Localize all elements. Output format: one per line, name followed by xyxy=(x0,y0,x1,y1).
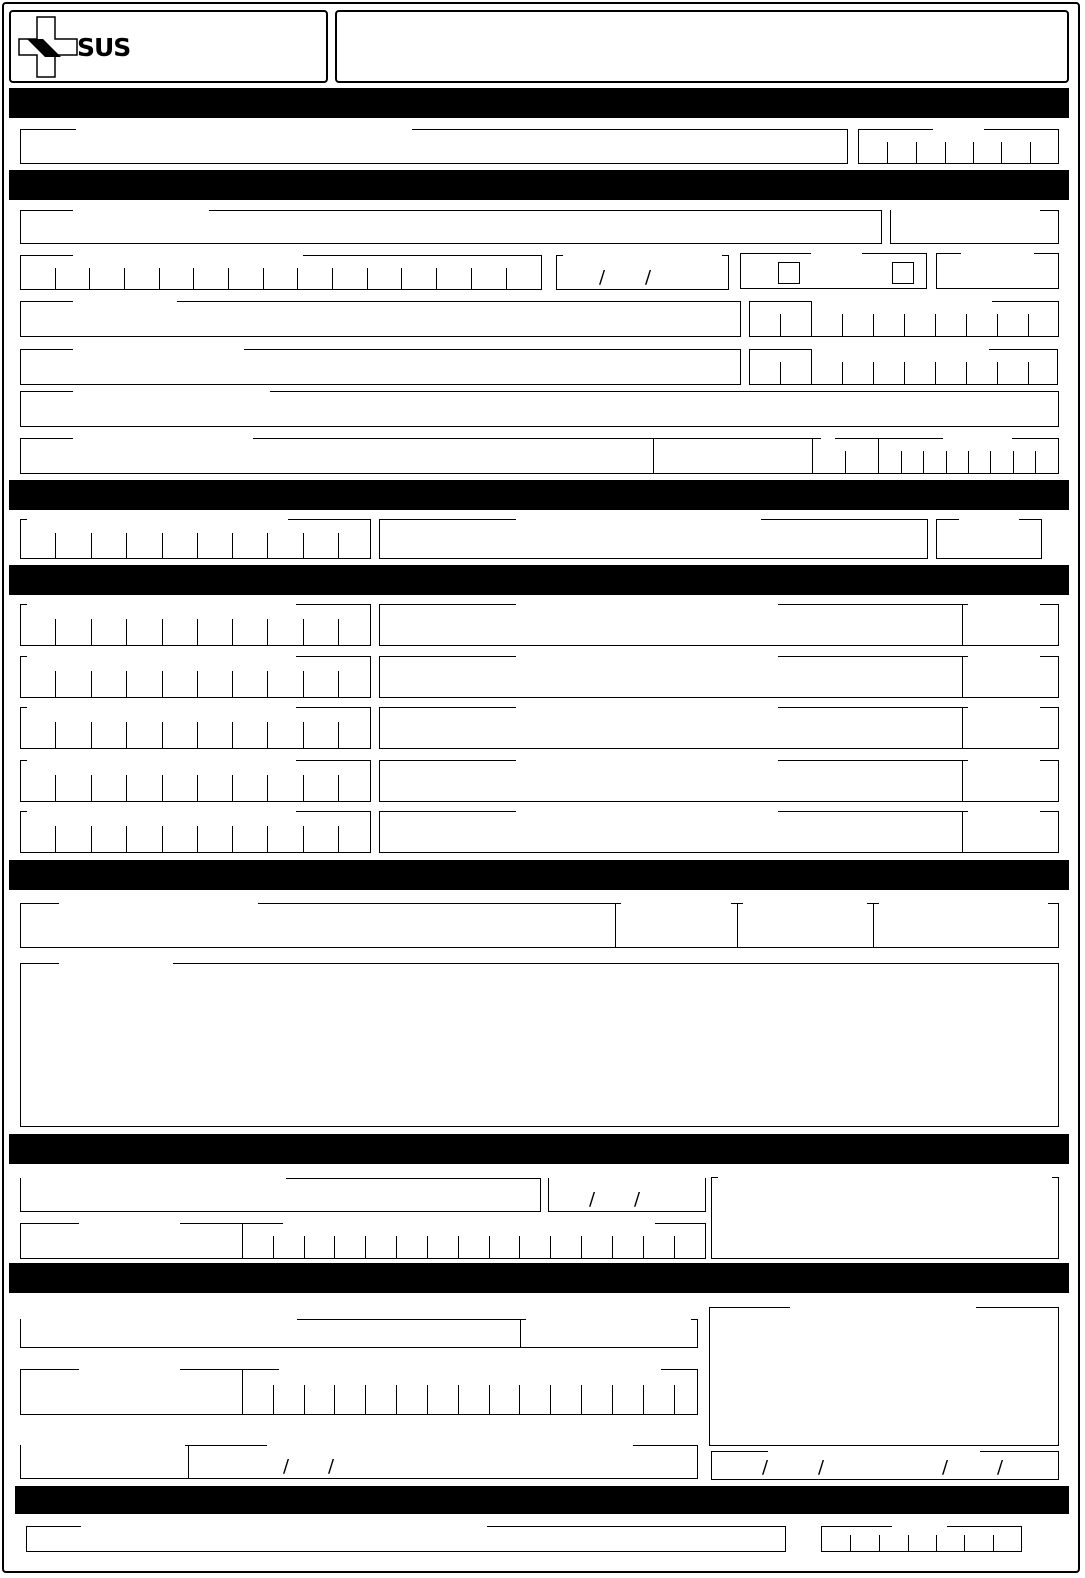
date-separator: / xyxy=(818,1457,825,1478)
patient-name-field[interactable] xyxy=(20,210,882,244)
secondary-procedure-code-4[interactable] xyxy=(20,760,371,802)
responsible-name-field[interactable] xyxy=(20,349,741,385)
birth-date-field[interactable] xyxy=(556,255,729,290)
card-number-field[interactable] xyxy=(20,255,542,290)
date-separator: / xyxy=(599,267,606,288)
request-date-field[interactable] xyxy=(548,1178,706,1212)
date-separator: / xyxy=(283,1456,290,1477)
authorization-date-field[interactable] xyxy=(20,1445,698,1479)
record-number-field[interactable] xyxy=(890,210,1059,244)
section-bar-1 xyxy=(9,88,1069,118)
justification-textarea[interactable] xyxy=(20,963,1059,1127)
validity-period-field[interactable] xyxy=(711,1451,1059,1480)
section-bar-2 xyxy=(9,170,1069,200)
secondary-procedure-code-3[interactable] xyxy=(20,707,371,749)
phone-field-1[interactable] xyxy=(749,301,1059,337)
secondary-procedure-code-2[interactable] xyxy=(20,656,371,698)
authorizer-document-field[interactable] xyxy=(20,1369,698,1415)
requester-document-field[interactable] xyxy=(20,1223,706,1259)
secondary-procedure-name-1[interactable] xyxy=(379,604,1059,646)
cnes-field[interactable] xyxy=(858,129,1059,164)
authorizer-signature-box[interactable] xyxy=(709,1307,1059,1446)
race-field[interactable] xyxy=(936,253,1059,289)
secondary-procedure-name-3[interactable] xyxy=(379,707,1059,749)
authorizer-name-field[interactable] xyxy=(20,1319,698,1348)
section-bar-6 xyxy=(9,1134,1069,1164)
phone-field-2[interactable] xyxy=(749,349,1058,385)
section-bar-7 xyxy=(9,1263,1069,1293)
mother-name-field[interactable] xyxy=(20,301,741,337)
executor-field[interactable] xyxy=(26,1526,786,1552)
city-field[interactable] xyxy=(20,438,1059,474)
main-procedure-code-field[interactable] xyxy=(20,519,371,559)
date-separator: / xyxy=(942,1457,949,1478)
requester-signature-box[interactable] xyxy=(711,1177,1059,1259)
address-field[interactable] xyxy=(20,391,1059,427)
sex-male-checkbox[interactable] xyxy=(778,262,800,284)
section-bar-4 xyxy=(9,565,1069,595)
sex-field xyxy=(740,253,927,289)
requester-name-field[interactable] xyxy=(20,1178,541,1212)
sus-logo-text: SUS xyxy=(77,33,131,62)
sus-cross-icon xyxy=(17,15,79,79)
section-bar-3 xyxy=(9,480,1069,510)
secondary-procedure-code-1[interactable] xyxy=(20,604,371,646)
date-separator: / xyxy=(634,1189,641,1210)
secondary-procedure-name-5[interactable] xyxy=(379,811,1059,853)
date-separator: / xyxy=(762,1457,769,1478)
date-separator: / xyxy=(645,267,652,288)
diagnosis-field[interactable] xyxy=(20,903,1059,948)
secondary-procedure-name-4[interactable] xyxy=(379,760,1059,802)
secondary-procedure-code-5[interactable] xyxy=(20,811,371,853)
section-bar-5 xyxy=(9,860,1069,890)
establishment-field[interactable] xyxy=(20,129,848,164)
sex-female-checkbox[interactable] xyxy=(892,262,914,284)
logo-box xyxy=(9,10,328,83)
secondary-procedure-name-2[interactable] xyxy=(379,656,1059,698)
date-separator: / xyxy=(997,1457,1004,1478)
main-procedure-name-field[interactable] xyxy=(379,519,928,559)
date-separator: / xyxy=(328,1456,335,1477)
executor-cnes-field[interactable] xyxy=(821,1526,1022,1552)
main-procedure-qty-field[interactable] xyxy=(936,519,1042,559)
section-bar-8 xyxy=(15,1486,1069,1514)
date-separator: / xyxy=(589,1189,596,1210)
title-box xyxy=(335,10,1069,83)
